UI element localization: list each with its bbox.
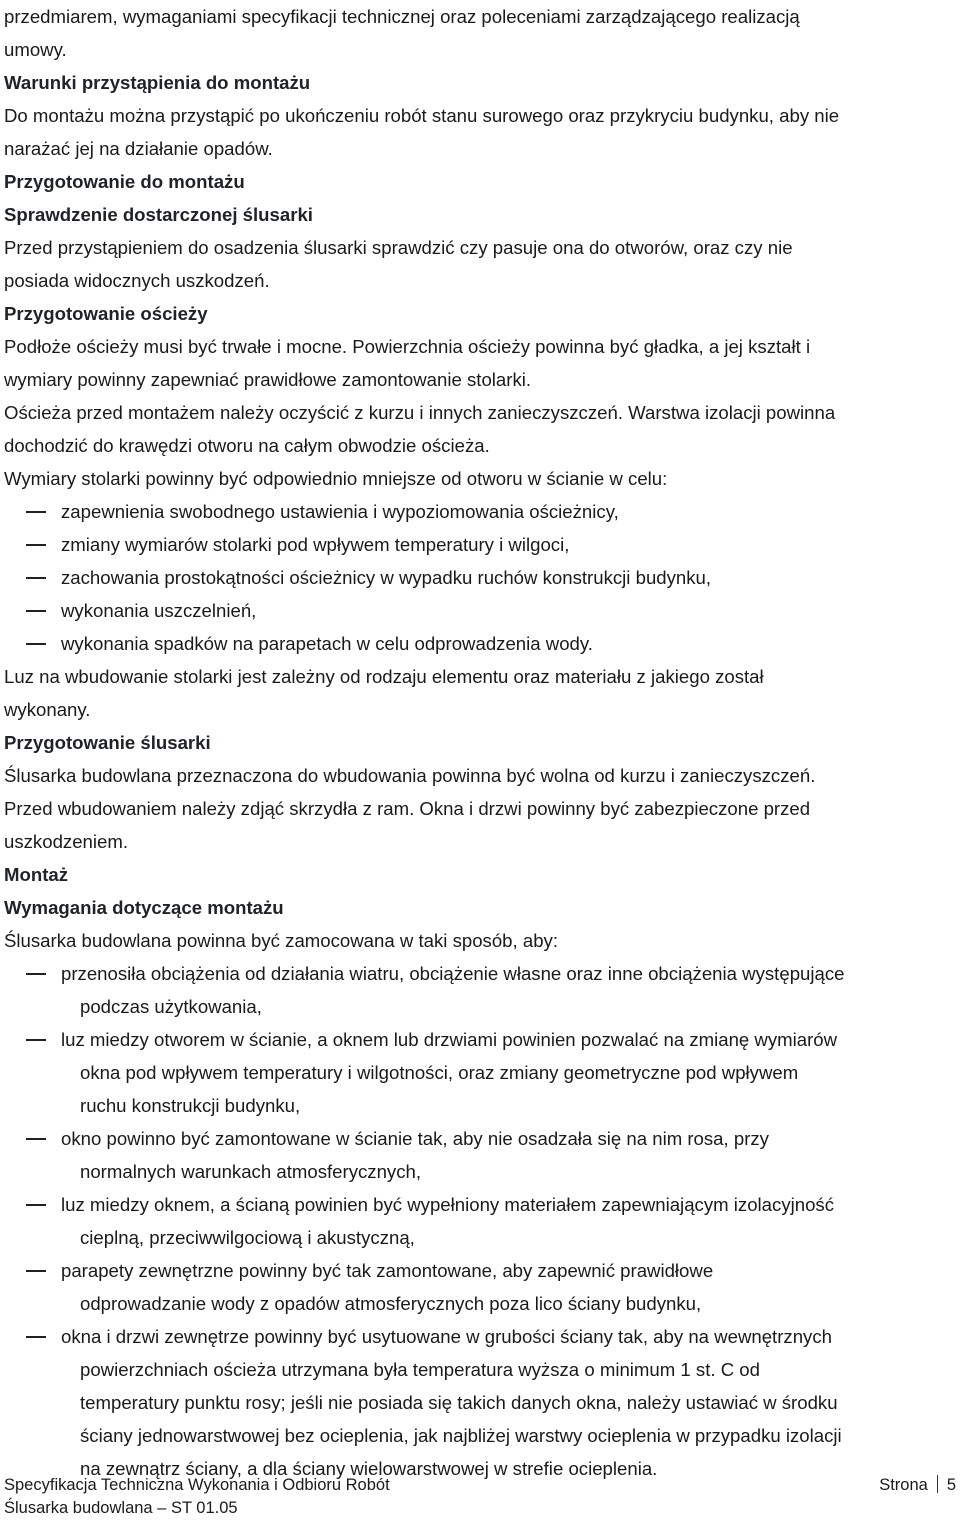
dash-bullet-icon	[26, 1204, 46, 1206]
list-item: zachowania prostokątności ościeżnicy w wypadku ruchów konstrukcji budynku,	[4, 561, 956, 594]
dash-bullet-icon	[26, 544, 46, 546]
page-label: Strona	[879, 1476, 928, 1494]
list-item-continuation: normalnych warunkach atmosferycznych,	[80, 1161, 422, 1182]
list-item-continuation: powierzchniach ościeża utrzymana była temperatura wyższa o minimum 1 st. C od	[80, 1359, 760, 1380]
dash-bullet-icon	[26, 1336, 46, 1338]
paragraph-line: przedmiarem, wymaganiami specyfikacji technicznej oraz poleceniami zarządzającego realizacją	[4, 6, 800, 27]
page-number-block	[879, 1474, 956, 1497]
paragraph-line: uszkodzeniem.	[4, 831, 129, 852]
footer-doc-subtitle: Ślusarka budowlana – ST 01.05	[4, 1499, 238, 1517]
list-item: zmiany wymiarów stolarki pod wpływem temperatury i wilgoci,	[4, 528, 956, 561]
list-item-continuation: podczas użytkowania,	[80, 996, 262, 1017]
paragraph-line: narażać jej na działanie opadów.	[4, 138, 273, 159]
dash-bullet-icon	[26, 643, 46, 645]
list-item: okna i drzwi zewnętrze powinny być usytuowane w grubości ściany tak, aby na wewnętrznych	[4, 1320, 956, 1353]
paragraph-line: wymiary powinny zapewniać prawidłowe zamontowanie stolarki.	[4, 369, 532, 390]
page-footer	[4, 1474, 956, 1520]
paragraph-line: Przed wbudowaniem należy zdjąć skrzydła z ram. Okna i drzwi powinny być zabezpieczone przed	[4, 798, 811, 819]
page-number: 5	[946, 1476, 956, 1494]
list-item-continuation: temperatury punktu rosy; jeśli nie posiada się takich danych okna, należy ustawiać w środku	[80, 1392, 838, 1413]
paragraph-line: Do montażu można przystąpić po ukończeniu robót stanu surowego oraz przykryciu budynku, aby nie	[4, 105, 840, 126]
list-item-continuation: ściany jednowarstwowej bez ocieplenia, jak najbliżej warstwy ocieplenia w przypadku izolacji	[80, 1425, 842, 1446]
paragraph-line: Luz na wbudowanie stolarki jest zależny od rodzaju elementu oraz materiału z jakiego został	[4, 666, 764, 687]
dash-bullet-icon	[26, 1138, 46, 1140]
dash-bullet-icon	[26, 511, 46, 513]
paragraph-line: dochodzić do krawędzi otworu na całym obwodzie ościeża.	[4, 435, 490, 456]
list-item: przenosiła obciążenia od działania wiatru, obciążenie własne oraz inne obciążenia występujące	[4, 957, 956, 990]
section-heading: Montaż	[4, 864, 69, 885]
list-item: zapewnienia swobodnego ustawienia i wypoziomowania ościeżnicy,	[4, 495, 956, 528]
paragraph-line: Przed przystąpieniem do osadzenia ślusarki sprawdzić czy pasuje ona do otworów, oraz czy nie	[4, 237, 793, 258]
paragraph-line: Ślusarka budowlana powinna być zamocowana w taki sposób, aby:	[4, 930, 558, 951]
list-item-continuation: ruchu konstrukcji budynku,	[80, 1095, 301, 1116]
paragraph-line: Ślusarka budowlana przeznaczona do wbudowania powinna być wolna od kurzu i zanieczyszczeń.	[4, 765, 816, 786]
list-item-continuation: cieplną, przeciwwilgociową i akustyczną,	[80, 1227, 415, 1248]
list-item: wykonania uszczelnień,	[4, 594, 956, 627]
paragraph-line: Ościeża przed montażem należy oczyścić z kurzu i innych zanieczyszczeń. Warstwa izolacji powinna	[4, 402, 836, 423]
list-item: parapety zewnętrzne powinny być tak zamontowane, aby zapewnić prawidłowe	[4, 1254, 956, 1287]
paragraph-line: umowy.	[4, 39, 67, 60]
dash-bullet-icon	[26, 610, 46, 612]
list-item-continuation: odprowadzanie wody z opadów atmosferycznych poza lico ściany budynku,	[80, 1293, 702, 1314]
list-item-continuation: na zewnątrz ściany, a dla ściany wielowarstwowej w strefie ocieplenia.	[80, 1458, 658, 1479]
subsection-heading: Przygotowanie ościeży	[4, 303, 208, 324]
paragraph-line: Wymiary stolarki powinny być odpowiednio mniejsze od otworu w ścianie w celu:	[4, 468, 668, 489]
footer-doc-title: Specyfikacja Techniczna Wykonania i Odbioru Robót	[4, 1476, 390, 1494]
paragraph-line: Podłoże ościeży musi być trwałe i mocne. Powierzchnia ościeży powinna być gładka, a jej kształt i	[4, 336, 811, 357]
subsection-heading: Przygotowanie ślusarki	[4, 732, 211, 753]
dash-bullet-icon	[26, 577, 46, 579]
subsection-heading: Wymagania dotyczące montażu	[4, 897, 284, 918]
subsection-heading: Sprawdzenie dostarczonej ślusarki	[4, 204, 313, 225]
list-item-continuation: okna pod wpływem temperatury i wilgotności, oraz zmiany geometryczne pod wpływem	[80, 1062, 799, 1083]
dash-bullet-icon	[26, 973, 46, 975]
page-separator	[937, 1475, 938, 1493]
list-item: luz miedzy otworem w ścianie, a oknem lub drzwiami powinien pozwalać na zmianę wymiarów	[4, 1023, 956, 1056]
paragraph-line: posiada widocznych uszkodzeń.	[4, 270, 270, 291]
paragraph-line: wykonany.	[4, 699, 91, 720]
dash-bullet-icon	[26, 1039, 46, 1041]
section-heading: Przygotowanie do montażu	[4, 171, 245, 192]
list-item: wykonania spadków na parapetach w celu odprowadzenia wody.	[4, 627, 956, 660]
list-item: okno powinno być zamontowane w ścianie tak, aby nie osadzała się na nim rosa, przy	[4, 1122, 956, 1155]
section-heading: Warunki przystąpienia do montażu	[4, 72, 311, 93]
list-item: luz miedzy oknem, a ścianą powinien być wypełniony materiałem zapewniającym izolacyjność	[4, 1188, 956, 1221]
document-page	[4, 0, 956, 1485]
dash-bullet-icon	[26, 1270, 46, 1272]
